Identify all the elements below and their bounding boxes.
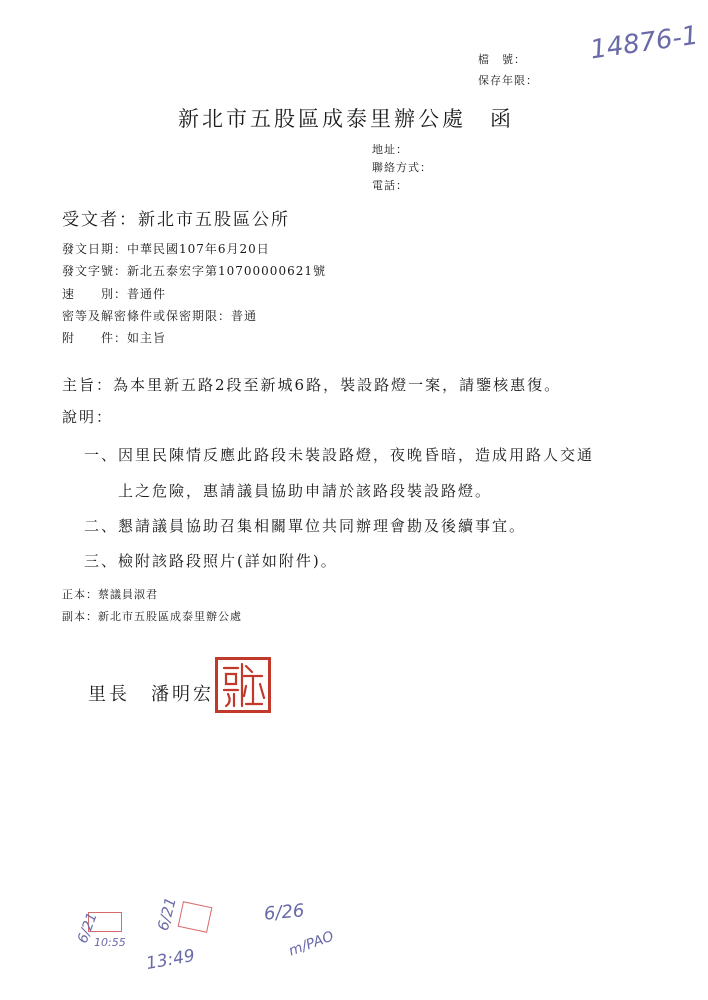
file-number-label: 檔 號： — [478, 53, 526, 66]
explanation-item-1: 一、因里民陳情反應此路段未裝設路燈，夜晚昏暗，造成用路人交通 — [84, 446, 595, 464]
contact-label: 聯絡方式： — [372, 161, 432, 174]
annotation-initials: m/PAO — [286, 928, 337, 960]
annotation-date-1: 6/21 — [74, 910, 101, 946]
explanation-item-2: 二、懇請議員協助召集相關單位共同辦理會勘及後續事宜。 — [84, 517, 527, 535]
carbon-copy: 副本：新北市五股區成泰里辦公處 — [62, 610, 242, 623]
annotation-time-2: 13:49 — [144, 945, 197, 975]
secrecy-level: 密等及解密條件或保密期限：普通 — [62, 309, 258, 323]
document-number: 發文字號：新北五泰宏字第10700000621號 — [62, 264, 326, 278]
handwritten-file-number: 14876-1 — [588, 20, 701, 66]
seal-glyph-icon — [218, 660, 268, 710]
recipient: 受文者：新北市五股區公所 — [62, 210, 290, 230]
signature: 里長 潘明宏 — [88, 684, 214, 705]
annotation-time-1: 10:55 — [94, 936, 126, 949]
phone-label: 電話： — [372, 179, 408, 192]
attachment: 附 件：如主旨 — [62, 331, 167, 345]
official-seal — [215, 657, 271, 713]
delivery-speed: 速 別：普通件 — [62, 287, 167, 301]
annotation-date-3: 6/26 — [263, 900, 306, 925]
primary-copy: 正本：蔡議員淑君 — [62, 588, 158, 601]
address-label: 地址： — [372, 143, 408, 156]
issue-date: 發文日期：中華民國107年6月20日 — [62, 242, 270, 256]
explanation-item-3: 三、檢附該路段照片(詳如附件)。 — [84, 552, 338, 570]
retention-label: 保存年限： — [478, 74, 538, 87]
receipt-stamp-2 — [178, 901, 213, 933]
explanation-item-1-cont: 上之危險，惠請議員協助申請於該路段裝設路燈。 — [118, 482, 493, 500]
document-title: 新北市五股區成泰里辦公處 函 — [178, 107, 514, 131]
explanation-label: 說明： — [62, 408, 114, 426]
subject: 主旨：為本里新五路2段至新城6路，裝設路燈一案，請鑒核惠復。 — [62, 376, 562, 394]
annotation-date-2: 6/21 — [153, 895, 180, 933]
